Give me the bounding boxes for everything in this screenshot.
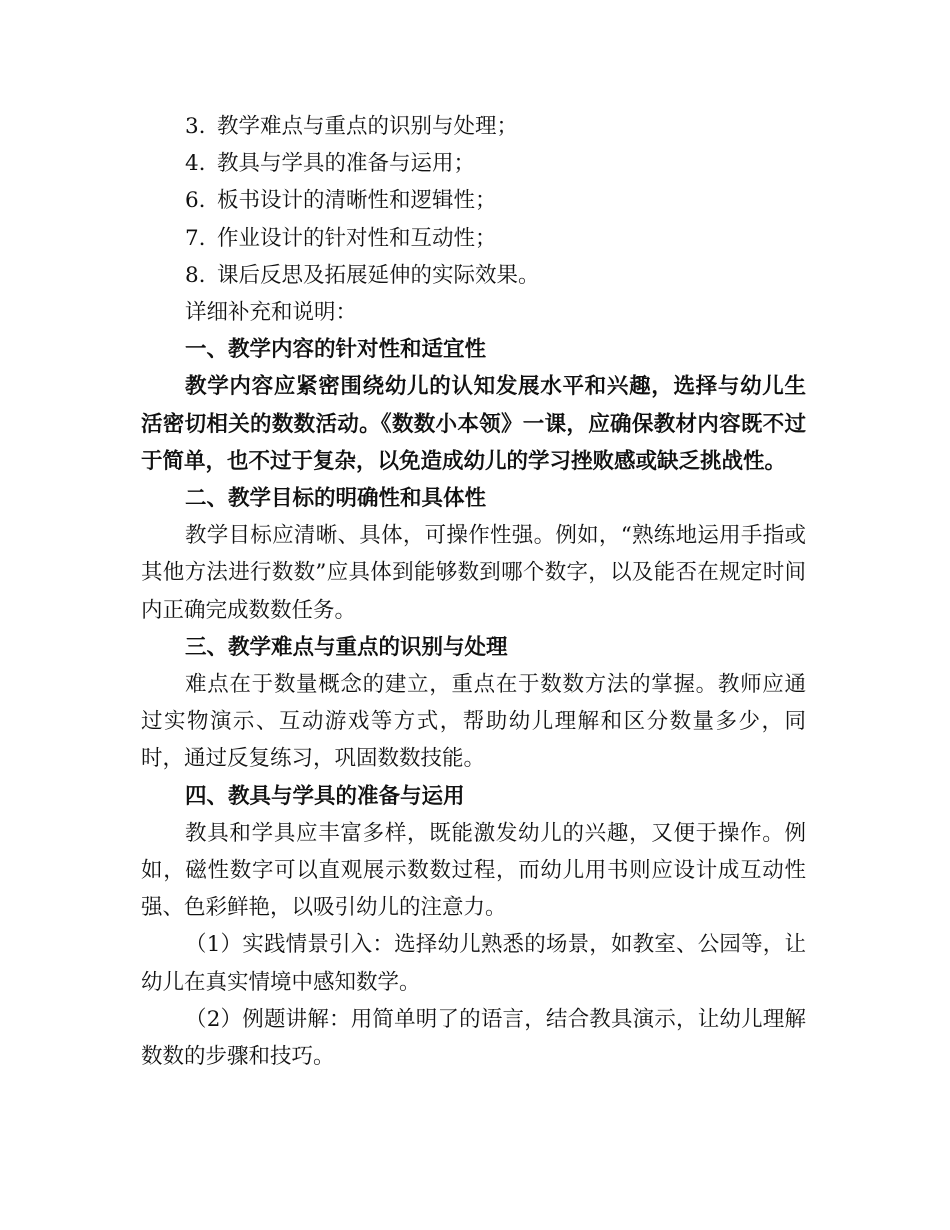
list-text: 板书设计的清晰性和逻辑性；: [217, 188, 497, 214]
list-number: 3.: [185, 114, 206, 139]
list-number: 6.: [185, 188, 206, 214]
list-number: 7.: [185, 225, 206, 251]
sub-point: （1）实践情景引入：选择幼儿熟悉的场景，如教室、公园等，让幼儿在真实情境中感知数学。: [141, 932, 806, 995]
document-body: [141, 108, 806, 1075]
list-item: [141, 182, 806, 219]
list-number: 8.: [185, 262, 206, 288]
list-item: [141, 145, 806, 182]
section-body: 教学内容应紧密围绕幼儿的认知发展水平和兴趣，选择与幼儿生活密切相关的数数活动。《数数小本领》一课，应确保教材内容既不过于简单，也不过于复杂，以免造成幼儿的学习挫败感或缺乏挑战性。: [141, 374, 806, 474]
list-text: 课后反思及拓展延伸的实际效果。: [217, 262, 540, 288]
list-text: 教学难点与重点的识别与处理；: [217, 114, 519, 139]
section-heading: 一、教学内容的针对性和适宜性: [185, 337, 487, 363]
section-heading: 三、教学难点与重点的识别与处理: [185, 634, 508, 660]
list-text: 作业设计的针对性和互动性；: [217, 225, 497, 251]
list-number: 4.: [185, 151, 206, 177]
supplement-label: 详细补充和说明：: [185, 300, 358, 326]
section-body: 教具和学具应丰富多样，既能激发幼儿的兴趣，又便于操作。例如，磁性数字可以直观展示数数过程，而幼儿用书则应设计成互动性强、色彩鲜艳，以吸引幼儿的注意力。: [141, 820, 806, 921]
section-heading: 二、教学目标的明确性和具体性: [185, 486, 487, 512]
list-item: [141, 220, 806, 257]
sub-point: （2）例题讲解：用简单明了的语言，结合教具演示，让幼儿理解数数的步骤和技巧。: [141, 1006, 806, 1070]
section-heading: 四、教具与学具的准备与运用: [185, 783, 465, 809]
list-text: 教具与学具的准备与运用；: [217, 151, 476, 177]
section-body: 教学目标应清晰、具体，可操作性强。例如，“熟练地运用手指或其他方法进行数数”应具体到能够数到哪个数字，以及能否在规定时间内正确完成数数任务。: [141, 523, 806, 623]
section-body: 难点在于数量概念的建立，重点在于数数方法的掌握。教师应通过实物演示、互动游戏等方式，帮助幼儿理解和区分数量多少，同时，通过反复练习，巩固数数技能。: [141, 672, 806, 772]
list-item: [141, 257, 806, 294]
list-item: [141, 108, 806, 145]
